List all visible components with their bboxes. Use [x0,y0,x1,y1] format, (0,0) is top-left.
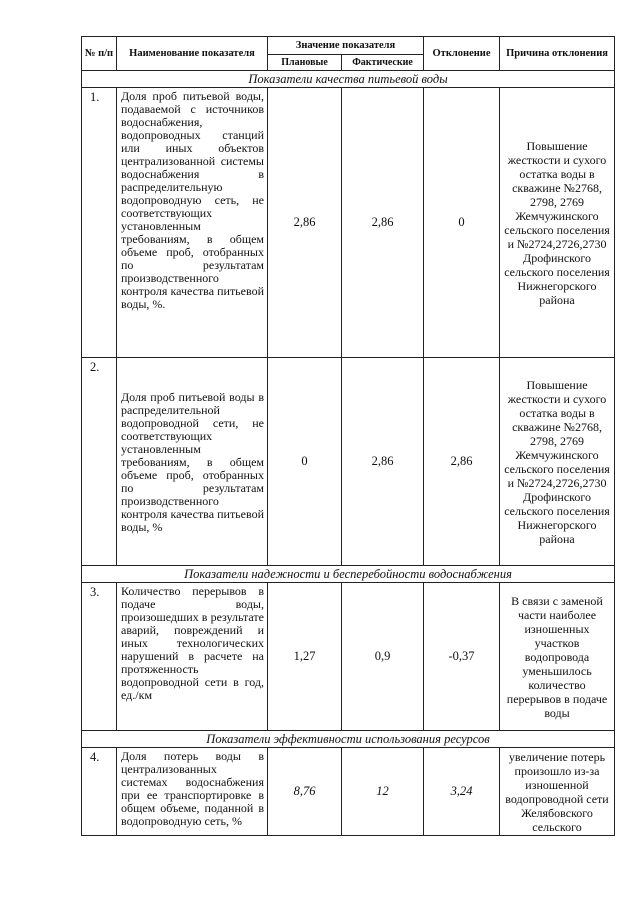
row-deviation: -0,37 [424,583,500,731]
row-num: 4. [82,748,117,836]
header-name: Наименование показателя [117,37,268,71]
row-planned: 0 [268,358,342,566]
row-reason: Повышение жесткости и сухого остатка воды в скважине №2768, 2798, 2769 Жемчужинского сельского поселения и №2724,2726,2730 Дрофинского сельского поселения Нижнегорского района [500,88,615,358]
header-actual: Фактические [342,55,424,71]
row-num: 2. [82,358,117,566]
header-deviation: Отклонение [424,37,500,71]
row-deviation: 3,24 [424,748,500,836]
row-name: Количество перерывов в подаче воды, произошедших в результате аварий, повреждений и иных технологических нарушений в расчете на протяженность водопроводной сети в год, ед./км [117,583,268,731]
table-row [82,748,615,836]
row-actual: 2,86 [342,88,424,358]
row-name: Доля потерь воды в централизованных системах водоснабжения при ее транспортировке в общем объеме, поданной в водопроводную сеть, % [117,748,268,836]
row-actual: 12 [342,748,424,836]
row-reason: увеличение потерь произошло из-за изношенной водопроводной сети Желябовского сельского [500,748,615,836]
row-actual: 2,86 [342,358,424,566]
row-deviation: 0 [424,88,500,358]
table-row [82,583,615,731]
section-title: Показатели эффективности использования ресурсов [82,731,615,748]
table-row [82,88,615,358]
header-value: Значение показателя [268,37,424,55]
row-reason: Повышение жесткости и сухого остатка воды в скважине №2768, 2798, 2769 Жемчужинского сельского поселения и №2724,2726,2730 Дрофинского сельского поселения Нижнегорского района [500,358,615,566]
row-planned: 1,27 [268,583,342,731]
header-reason: Причина отклонения [500,37,615,71]
section-title: Показатели надежности и бесперебойности водоснабжения [82,566,615,583]
row-name: Доля проб питьевой воды, подаваемой с источников водоснабжения, водопроводных станций или иных объектов централизованной системы водоснабжения в распределительную водопроводную сеть, не соответствующих установленным требованиям, в общем объеме проб, отобранных по результатам производственного контроля качества питьевой воды, %. [117,88,268,358]
row-num: 1. [82,88,117,358]
row-name: Доля проб питьевой воды в распределительной водопроводной сети, не соответствующих установленным требованиям, в общем объеме проб, отобранных по результатам производственного контроля качества питьевой воды, % [117,358,268,566]
row-planned: 2,86 [268,88,342,358]
row-planned: 8,76 [268,748,342,836]
table-row [82,358,615,566]
header-num: № п/п [82,37,117,71]
section-title: Показатели качества питьевой воды [82,71,615,88]
row-reason: В связи с заменой части наиболее изношенных участков водопровода уменьшилось количество перерывов в подаче воды [500,583,615,731]
row-deviation: 2,86 [424,358,500,566]
row-num: 3. [82,583,117,731]
header-planned: Плановые [268,55,342,71]
row-actual: 0,9 [342,583,424,731]
indicators-table [81,36,615,836]
